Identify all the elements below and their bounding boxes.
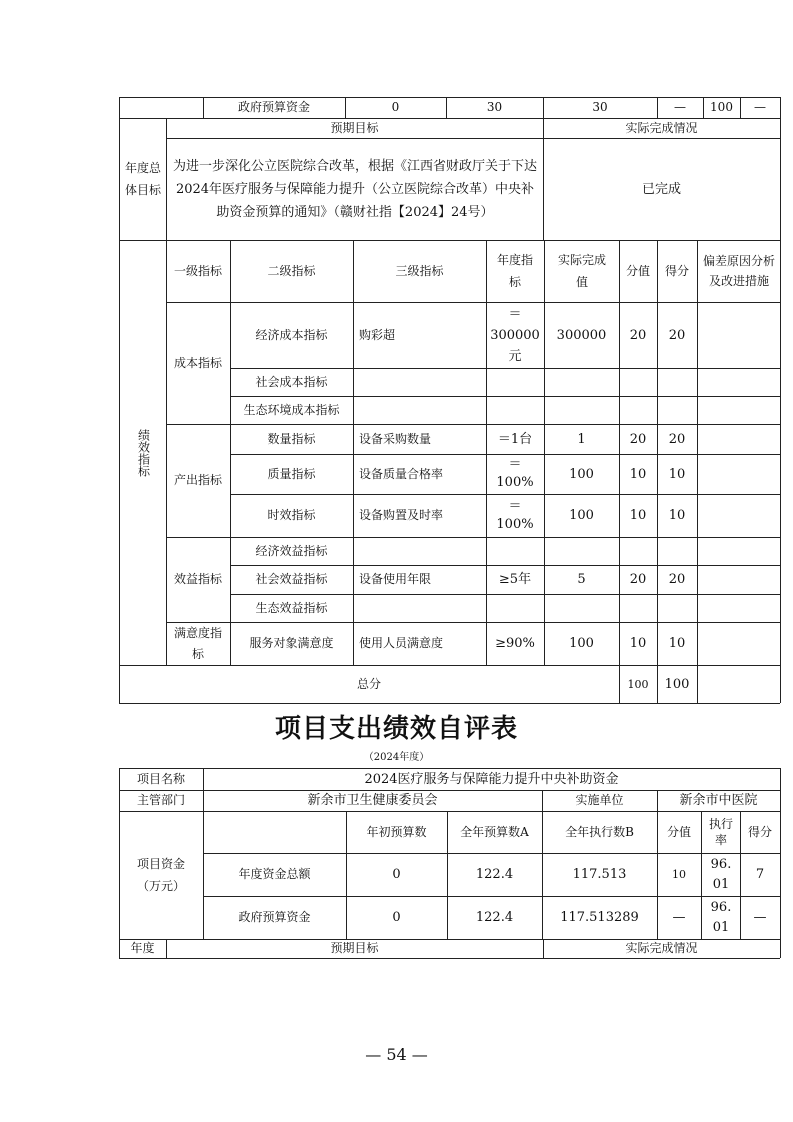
total-label: 总分 (356, 676, 381, 691)
budget-rate: 100 (710, 100, 733, 114)
row-annual: ≥90% (495, 636, 535, 651)
row-l2: 社会效益指标 (255, 572, 328, 586)
project-name-label: 项目名称 (136, 771, 185, 786)
row-points: 10 (668, 508, 686, 523)
row-points: 20 (668, 327, 686, 343)
row-annual: ＝100% (496, 499, 534, 532)
header-annual-a: 全年预算数A (460, 824, 529, 839)
budget-points: — (754, 100, 766, 114)
last-row-actual: 实际完成情况 (625, 941, 698, 955)
budget-executed: 30 (592, 100, 608, 114)
row-l2: 时效指标 (267, 508, 316, 522)
impl-value: 新余市中医院 (679, 793, 758, 808)
row-score: 20 (629, 327, 647, 343)
budget-annual: 30 (486, 100, 503, 114)
funds-row-points: 7 (755, 867, 765, 882)
funds-row-label: 年度资金总额 (238, 867, 311, 881)
row-l3: 设备采购数量 (359, 431, 432, 446)
perf-indicator-label: 绩效指标 (136, 428, 151, 477)
header-score: 分值 (666, 824, 691, 839)
row-annual: ＝100% (496, 457, 534, 490)
budget-row-label: 政府预算资金 (237, 100, 310, 114)
last-row-expected: 预期目标 (330, 941, 379, 955)
row-l3: 设备购置及时率 (359, 508, 444, 522)
page-title: 项目支出绩效自评表 (274, 714, 518, 744)
funds-row-initial: 0 (392, 910, 401, 925)
header-l3: 三级指标 (395, 263, 444, 278)
row-l2: 服务对象满意度 (249, 636, 334, 650)
header-points: 得分 (747, 824, 772, 839)
total-points: 100 (664, 676, 690, 692)
page-subtitle: （2024年度） (363, 752, 430, 763)
row-l2: 经济成本指标 (255, 327, 328, 342)
funds-row-annual: 122.4 (475, 867, 514, 882)
header-actual: 实际完成值 (557, 253, 606, 289)
dept-label: 主管部门 (136, 793, 185, 807)
funds-row-executed: 117.513 (572, 867, 627, 882)
funds-row-annual: 122.4 (475, 910, 514, 925)
header-l2: 二级指标 (267, 263, 316, 278)
row-annual: ＝1台 (497, 431, 533, 447)
row-points: 10 (668, 466, 686, 482)
row-l3: 设备使用年限 (359, 572, 432, 586)
header-executed-b: 全年执行数B (565, 824, 634, 839)
funds-row-rate: 96.01 (710, 856, 732, 892)
budget-score: — (674, 100, 686, 114)
row-actual: 100 (569, 466, 594, 482)
actual-goal-text: 已完成 (641, 181, 681, 197)
row-score: 10 (629, 636, 647, 651)
row-annual: ＝300000元 (490, 306, 540, 364)
funds-row-executed: 117.513289 (560, 910, 639, 925)
row-actual: 100 (569, 508, 594, 523)
last-row-label: 年度 (130, 941, 155, 955)
row-l2: 社会成本指标 (255, 374, 328, 389)
row-score: 10 (629, 466, 647, 482)
row-annual: ≥5年 (498, 572, 532, 587)
header-points: 得分 (665, 264, 690, 278)
row-score: 20 (629, 572, 647, 587)
funds-row-rate: 96.01 (710, 899, 732, 935)
total-score: 100 (627, 677, 649, 691)
funds-row-score: 10 (672, 868, 686, 881)
header-rate: 执行率 (708, 817, 733, 847)
expected-goal-text: 为进一步深化公立医院综合改革，根据《江西省财政厅关于下达2024年医疗服务与保障能力提升（公立医院综合改革）中央补助资金预算的通知》（赣财社指【2024】24号） (172, 158, 537, 220)
row-score: 10 (629, 508, 647, 523)
header-reason: 偏差原因分析及改进措施 (702, 254, 775, 288)
row-l3: 使用人员满意度 (359, 636, 444, 650)
row-l2: 数量指标 (267, 431, 316, 446)
funds-row-label: 政府预算资金 (238, 910, 311, 924)
funds-row-points: — (753, 910, 767, 925)
actual-header: 实际完成情况 (625, 120, 698, 135)
expected-header: 预期目标 (330, 120, 379, 135)
row-points: 20 (668, 431, 686, 447)
header-initial: 年初预算数 (366, 824, 427, 839)
header-l1: 一级指标 (173, 263, 222, 278)
row-actual: 5 (577, 572, 586, 587)
l1-satisfaction: 满意度指标 (173, 625, 222, 661)
row-l2: 生态环境成本指标 (243, 402, 340, 417)
goal-row-label: 年度总体目标 (124, 161, 161, 197)
dept-value: 新余市卫生健康委员会 (307, 793, 438, 808)
impl-label: 实施单位 (575, 793, 624, 807)
funds-row-initial: 0 (392, 867, 401, 882)
row-l3: 购彩超 (359, 327, 396, 342)
header-annual: 年度指标 (496, 253, 533, 289)
row-actual: 100 (569, 636, 594, 651)
row-actual: 300000 (556, 327, 607, 343)
row-points: 20 (668, 572, 686, 587)
row-l2: 生态效益指标 (255, 600, 328, 615)
row-points: 10 (668, 636, 686, 651)
funds-label: 项目资金（万元） (136, 857, 185, 893)
row-l2: 质量指标 (267, 466, 316, 481)
funds-row-score: — (672, 910, 686, 925)
project-name-value: 2024医疗服务与保障能力提升中央补助资金 (364, 771, 619, 787)
row-l3: 设备质量合格率 (359, 466, 444, 481)
row-actual: 1 (577, 431, 586, 447)
l1-cost: 成本指标 (173, 355, 222, 370)
row-l2: 经济效益指标 (255, 543, 328, 558)
budget-initial: 0 (391, 100, 400, 114)
l1-benefit: 效益指标 (173, 572, 222, 586)
row-score: 20 (629, 431, 647, 447)
page-number: — 54 — (365, 1045, 428, 1064)
header-score: 分值 (626, 264, 651, 278)
l1-output: 产出指标 (173, 473, 222, 487)
